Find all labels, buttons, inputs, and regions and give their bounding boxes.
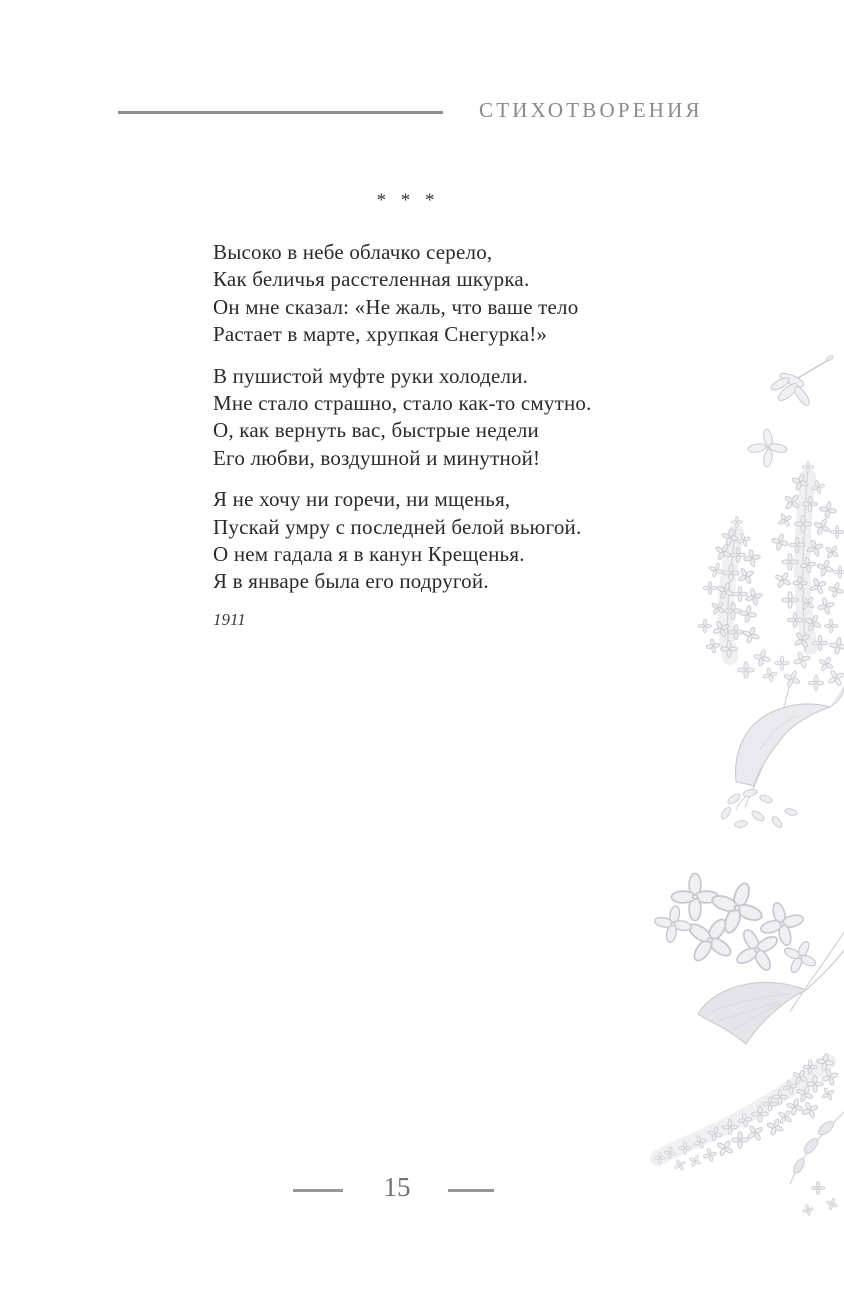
- poem-line: Растает в марте, хрупкая Снегурка!»: [213, 322, 548, 347]
- poem-line: Мне стало страшно, стало как-то смутно.: [213, 391, 592, 416]
- poem-line: В пушистой муфте руки холодели.: [213, 363, 529, 388]
- section-divider: * * *: [376, 190, 440, 211]
- page-number: 15: [383, 1172, 411, 1202]
- lilac-sketch-illustration: [640, 352, 844, 1232]
- poem-line: Я не хочу ни горечи, ни мщенья,: [213, 487, 511, 512]
- poem-line: Пускай умру с последней белой вьюгой.: [213, 514, 582, 539]
- poem-line: Как беличья расстеленная шкурка.: [213, 267, 530, 292]
- footer-rule-right: [448, 1189, 494, 1192]
- stanza-1: [213, 239, 613, 349]
- poem-line: О нем гадала я в канун Крещенья.: [213, 542, 525, 567]
- stanza-3: [213, 486, 613, 596]
- poem-line: Я в январе была его подругой.: [213, 569, 489, 594]
- poem-line: Его любви, воздушной и минутной!: [213, 445, 541, 470]
- stanza-2: [213, 363, 613, 473]
- header-rule: [118, 111, 443, 114]
- poem-line: Высоко в небе облачко серело,: [213, 240, 493, 264]
- running-title: СТИХОТВОРЕНИЯ: [479, 98, 703, 122]
- poem-block: [213, 190, 613, 630]
- footer-rule-left: [293, 1189, 343, 1192]
- poem-year: 1911: [213, 609, 246, 629]
- poem-line: О, как вернуть вас, быстрые недели: [213, 418, 539, 443]
- poem-line: Он мне сказал: «Не жаль, что ваше тело: [213, 294, 579, 319]
